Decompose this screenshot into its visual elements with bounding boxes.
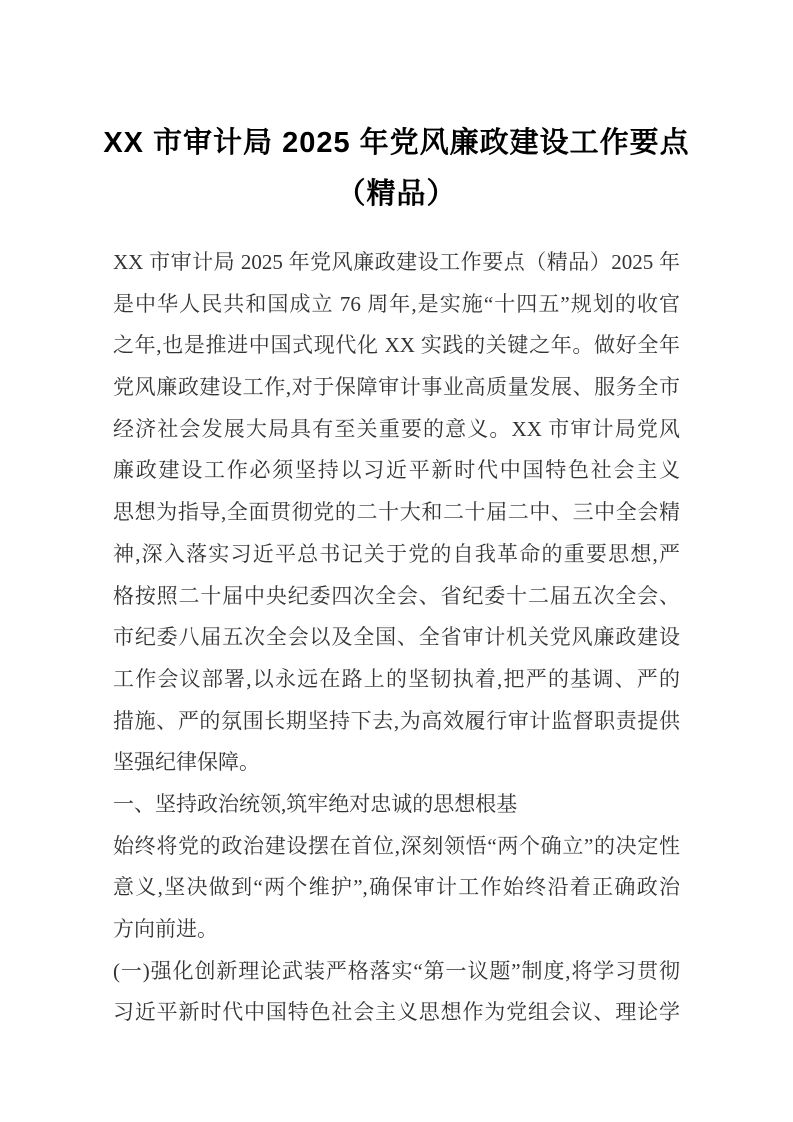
intro-paragraph: [113, 242, 680, 784]
document-title: [0, 0, 793, 220]
text-line: 习近平新时代中国特色社会主义思想作为党组会议、理论学: [113, 1000, 680, 1025]
section-heading-1: [113, 784, 680, 826]
text-line: 格按照二十届中央纪委四次全会、省纪委十二届五次全会、: [113, 583, 680, 608]
text-line: 方向前进。: [113, 917, 218, 941]
document-title-line-2: （精品）: [336, 178, 457, 210]
document-title-line-1: XX 市审计局 2025 年党风廉政建设工作要点: [103, 127, 690, 159]
text-line: 意义,坚决做到“两个维护”,确保审计工作始终沿着正确政治: [113, 875, 680, 900]
text-line: 是中华人民共和国成立 76 周年,是实施“十四五”规划的收官: [113, 291, 680, 316]
text-line: 措施、严的氛围长期坚持下去,为高效履行审计监督职责提供: [113, 708, 680, 733]
text-line: XX 市审计局 2025 年党风廉政建设工作要点（精品）2025 年: [113, 250, 680, 274]
subsection-1-paragraph: [113, 951, 680, 1034]
text-line: 廉政建设工作必须坚持以习近平新时代中国特色社会主义: [113, 458, 680, 483]
text-line: 之年,也是推进中国式现代化 XX 实践的关键之年。做好全年: [113, 333, 680, 358]
text-line: 始终将党的政治建设摆在首位,深刻领悟“两个确立”的决定性: [113, 833, 680, 858]
text-line: 坚强纪律保障。: [113, 750, 260, 775]
text-line: 工作会议部署,以永远在路上的坚韧执着,把严的基调、严的: [113, 666, 680, 691]
text-line: 思想为指导,全面贯彻党的二十大和二十届二中、三中全会精: [113, 500, 680, 525]
text-line: 神,深入落实习近平总书记关于党的自我革命的重要思想,严: [113, 541, 680, 566]
text-line: (一)强化创新理论武装严格落实“第一议题”制度,将学习贯彻: [113, 958, 680, 983]
text-line: 经济社会发展大局具有至关重要的意义。XX 市审计局党风: [113, 416, 680, 441]
text-line: 市纪委八届五次全会以及全国、全省审计机关党风廉政建设: [113, 625, 680, 650]
document-body: [113, 242, 680, 1034]
heading-line: 一、坚持政治统领,筑牢绝对忠诚的思想根基: [113, 791, 518, 816]
section-1-lead-paragraph: [113, 826, 680, 951]
text-line: 党风廉政建设工作,对于保障审计事业高质量发展、服务全市: [113, 375, 680, 400]
